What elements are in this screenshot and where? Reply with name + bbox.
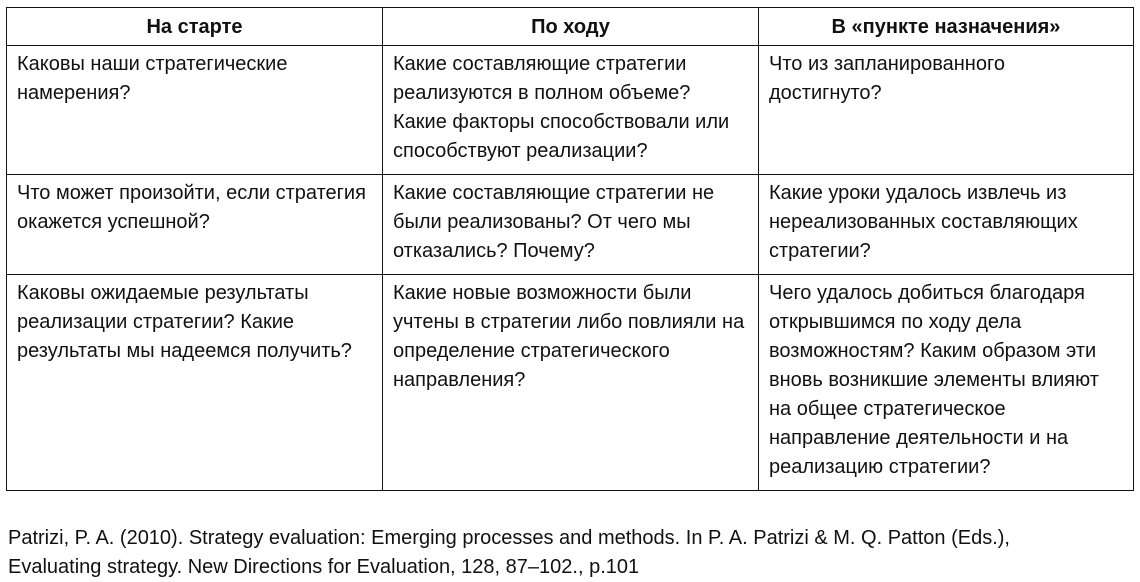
citation-line-1: Patrizi, P. A. (2010). Strategy evaluation: Emerging processes and methods. In P. A. Patrizi & M. Q. Patton (Eds.), — [8, 527, 1010, 549]
header-at-start: На старте — [7, 8, 383, 46]
table-cell — [759, 275, 1134, 491]
table-cell — [759, 46, 1134, 175]
cell-text: Что может произойти, если стратегия окажется успешной? — [17, 182, 366, 233]
table-header-row — [7, 8, 1134, 46]
table-cell — [383, 275, 759, 491]
table-cell — [7, 275, 383, 491]
table-row — [7, 46, 1134, 175]
cell-text: Какие уроки удалось извлечь из нереализованных составляющих стратегии? — [769, 182, 1078, 262]
table-cell — [759, 175, 1134, 275]
strategy-evaluation-table-container — [6, 7, 1133, 491]
header-in-progress: По ходу — [383, 8, 759, 46]
cell-text: Чего удалось добиться благодаря открывшимся по ходу дела возможностям? Каким образом эти вновь возникшие элементы влияют на общее стратегическое направление деятельности и на реализацию стратегии? — [769, 282, 1099, 478]
citation-line-2: Evaluating strategy. New Directions for Evaluation, 128, 87–102., p.101 — [8, 556, 640, 578]
table-row — [7, 175, 1134, 275]
cell-text: Каковы ожидаемые результаты реализации стратегии? Какие результаты мы надеемся получить? — [17, 282, 352, 362]
table-cell — [7, 46, 383, 175]
cell-text: Что из запланированного достигнуто? — [769, 53, 1005, 104]
table-row — [7, 275, 1134, 491]
cell-text: Какие составляющие стратегии не были реализованы? От чего мы отказались? Почему? — [393, 182, 715, 262]
table-cell — [383, 175, 759, 275]
header-at-destination: В «пункте назначения» — [759, 8, 1134, 46]
table-cell — [383, 46, 759, 175]
cell-text: Какие составляющие стратегии реализуются в полном объеме? Какие факторы способствовали или способствуют реализации? — [393, 53, 730, 162]
table-cell — [7, 175, 383, 275]
cell-text: Какие новые возможности были учтены в стратегии либо повлияли на определение стратегического направления? — [393, 282, 745, 391]
cell-text: Каковы наши стратегические намерения? — [17, 53, 288, 104]
citation — [8, 524, 1132, 582]
strategy-evaluation-table — [6, 7, 1134, 491]
